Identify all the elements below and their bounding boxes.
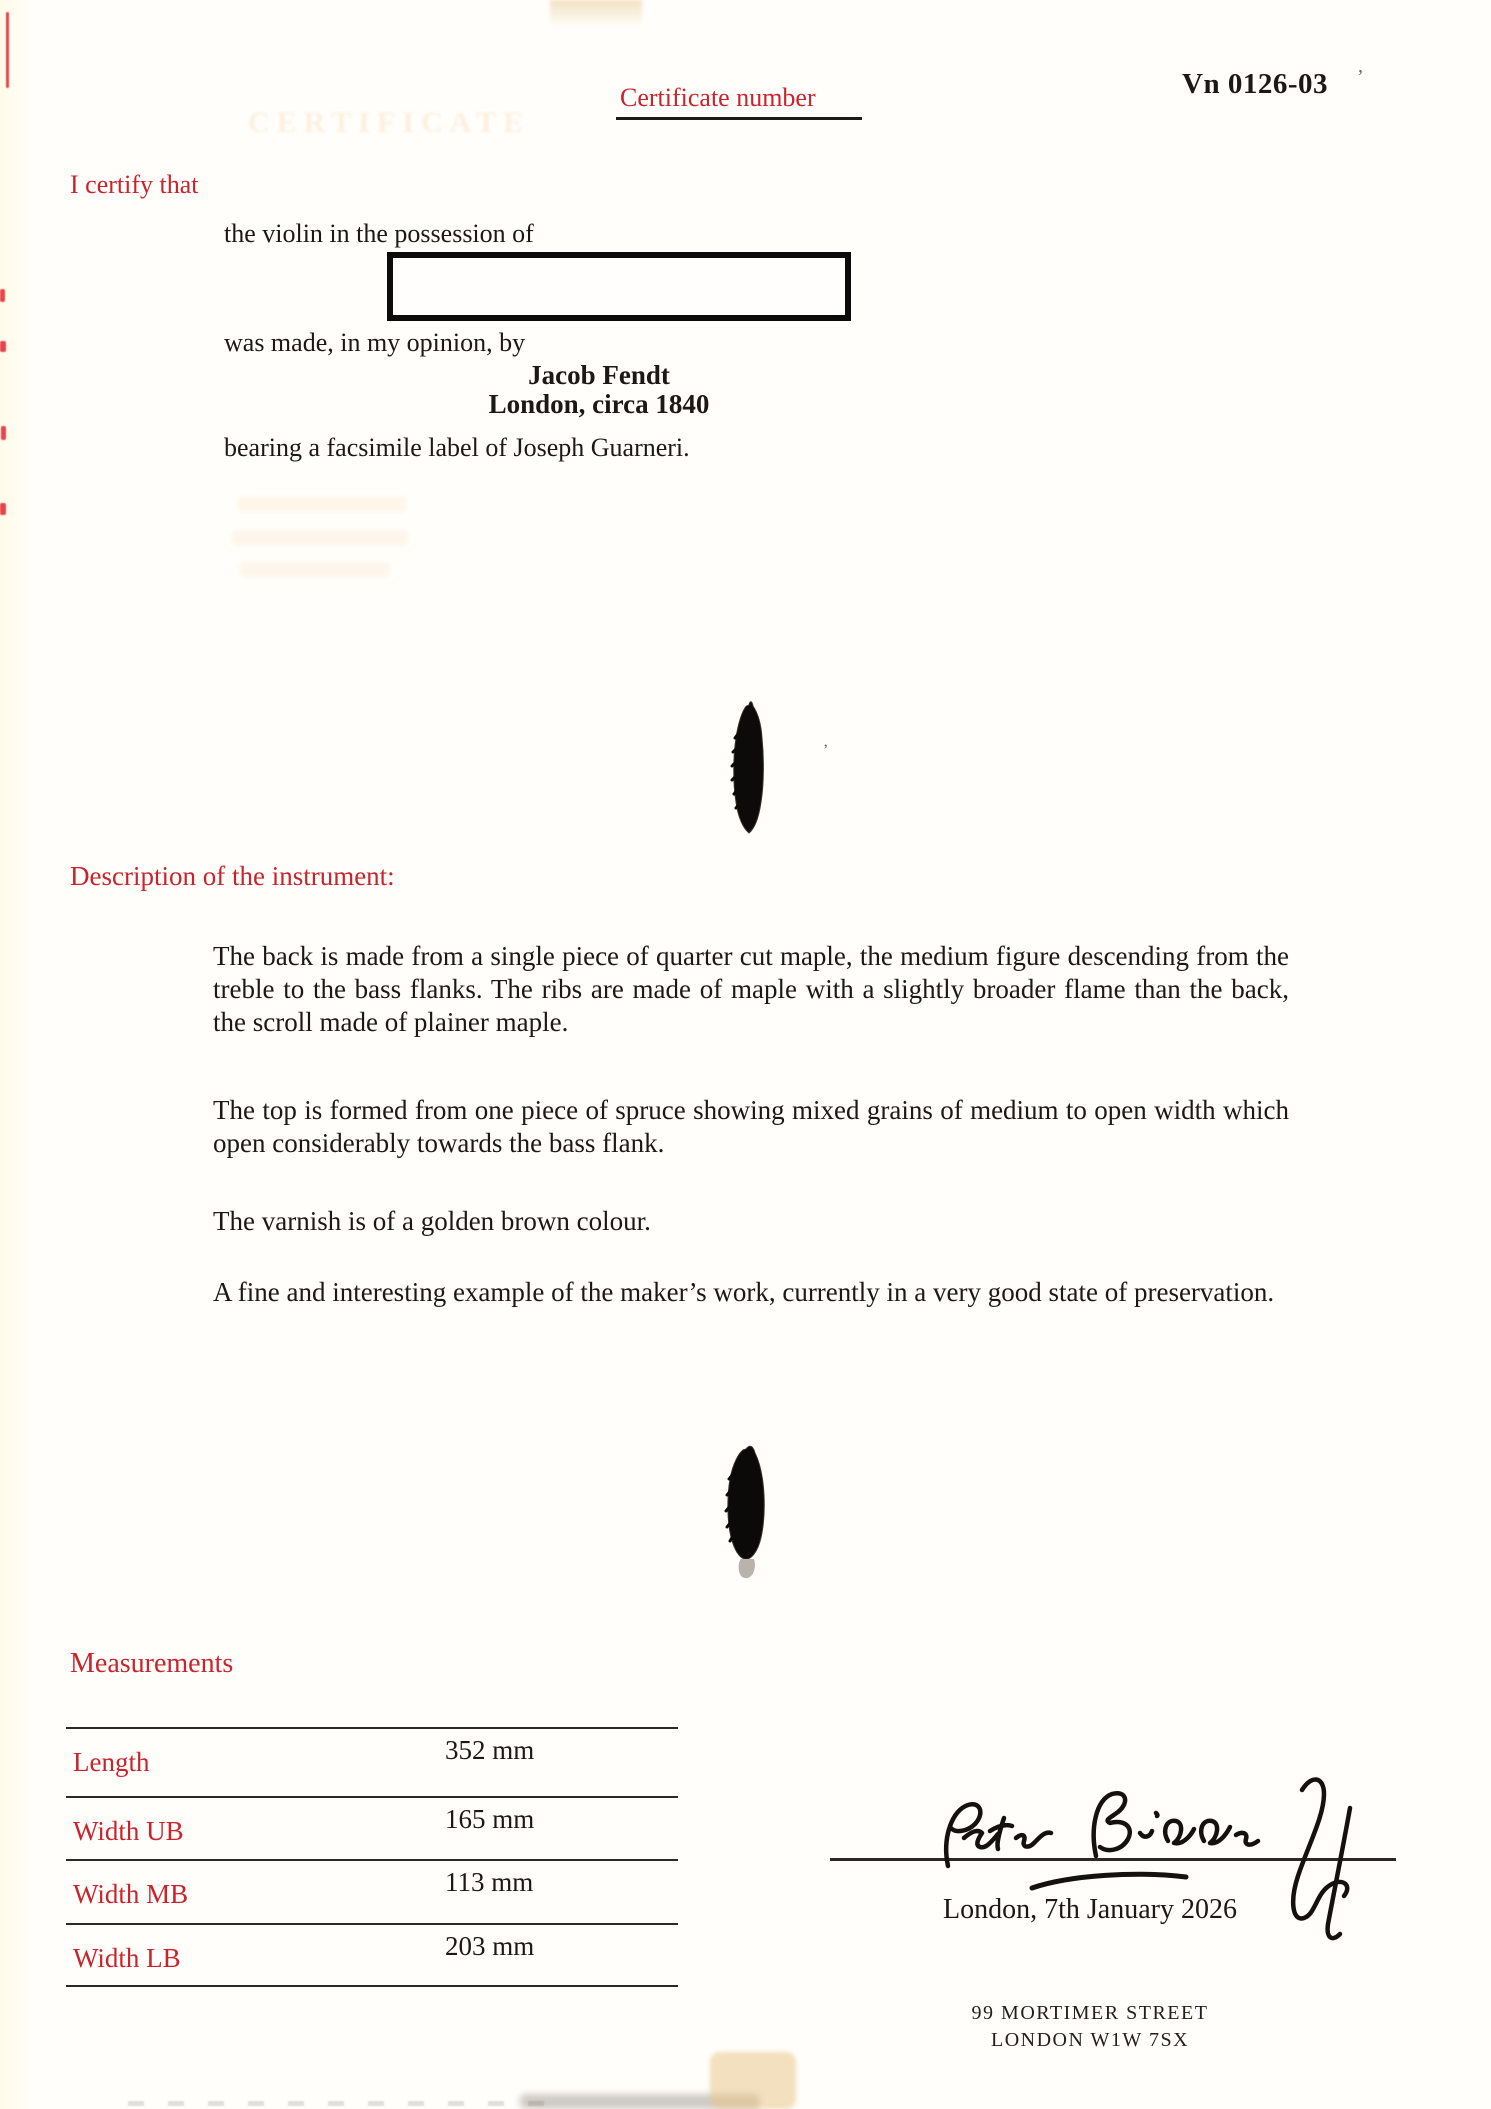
description-heading: Description of the instrument: [70, 861, 395, 891]
address-block [940, 2000, 1240, 2054]
measurement-label: Width MB [73, 1879, 189, 1909]
table-row [66, 1796, 678, 1859]
scan-speck: ’ [1357, 66, 1364, 88]
measurement-value: 352 mm [445, 1735, 535, 1765]
measurement-label: Width LB [73, 1943, 181, 1973]
bleedthrough-line [232, 530, 408, 545]
measurement-label: Width UB [73, 1816, 184, 1846]
ink-blot-seal [718, 1440, 774, 1582]
table-row [66, 1923, 678, 1985]
scan-red-mark [1, 426, 6, 440]
description-paragraph: The back is made from a single piece of quarter cut maple, the medium figure descending from the treble to the bass flanks. The ribs are made of maple with a slightly broader flame than the back, the scroll made of plainer maple. [213, 941, 1289, 1037]
handwritten-signature [918, 1770, 1374, 1966]
certify-label: I certify that [70, 170, 199, 199]
certificate-number-value: Vn 0126-03 [1182, 68, 1328, 100]
scan-red-mark [0, 289, 5, 302]
bleedthrough-line [238, 497, 406, 512]
table-rule [66, 1985, 678, 1987]
scan-top-smudge [550, 0, 642, 27]
certificate-number-label: Certificate number [620, 83, 816, 112]
scan-red-mark [6, 12, 9, 88]
made-by-line: was made, in my opinion, by [224, 328, 526, 357]
scan-bottom-dashes [128, 2101, 568, 2106]
scan-bottom-tan-mark [710, 2052, 796, 2109]
bleedthrough-heading: CERTIFICATE [248, 106, 531, 139]
bleedthrough-line [240, 562, 390, 577]
address-street: 99 MORTIMER STREET [971, 2002, 1209, 2024]
maker-name: Jacob Fendt [528, 360, 670, 390]
place-date-line: London, 7th January 2026 [943, 1894, 1237, 1925]
description-paragraph: The top is formed from one piece of spruce showing mixed grains of medium to open width which open considerably towards the bass flank. [213, 1095, 1289, 1158]
table-row [66, 1727, 678, 1796]
measurement-value: 113 mm [445, 1867, 534, 1897]
redacted-owner-box [387, 252, 851, 321]
table-row [66, 1859, 678, 1923]
scan-left-edge [0, 0, 34, 2109]
measurement-label: Length [73, 1747, 150, 1777]
scan-speck: ’ [823, 742, 829, 759]
maker-block [224, 361, 974, 419]
scan-red-mark [0, 341, 6, 352]
measurement-value: 165 mm [445, 1804, 535, 1834]
measurement-value: 203 mm [445, 1931, 535, 1961]
possession-line: the violin in the possession of [224, 219, 534, 248]
ink-blot-seal [722, 698, 776, 840]
description-paragraph: A fine and interesting example of the maker’s work, currently in a very good state of preservation. [213, 1277, 1275, 1307]
facsimile-label-line: bearing a facsimile label of Joseph Guarneri. [224, 433, 690, 462]
certificate-number-line [616, 117, 862, 120]
measurements-table [66, 1727, 678, 1987]
description-paragraph: The varnish is of a golden brown colour. [213, 1206, 651, 1236]
address-city: LONDON W1W 7SX [990, 2029, 1190, 2051]
maker-place-date: London, circa 1840 [488, 389, 710, 419]
scan-red-mark [0, 503, 6, 515]
measurements-heading: Measurements [70, 1648, 234, 1679]
